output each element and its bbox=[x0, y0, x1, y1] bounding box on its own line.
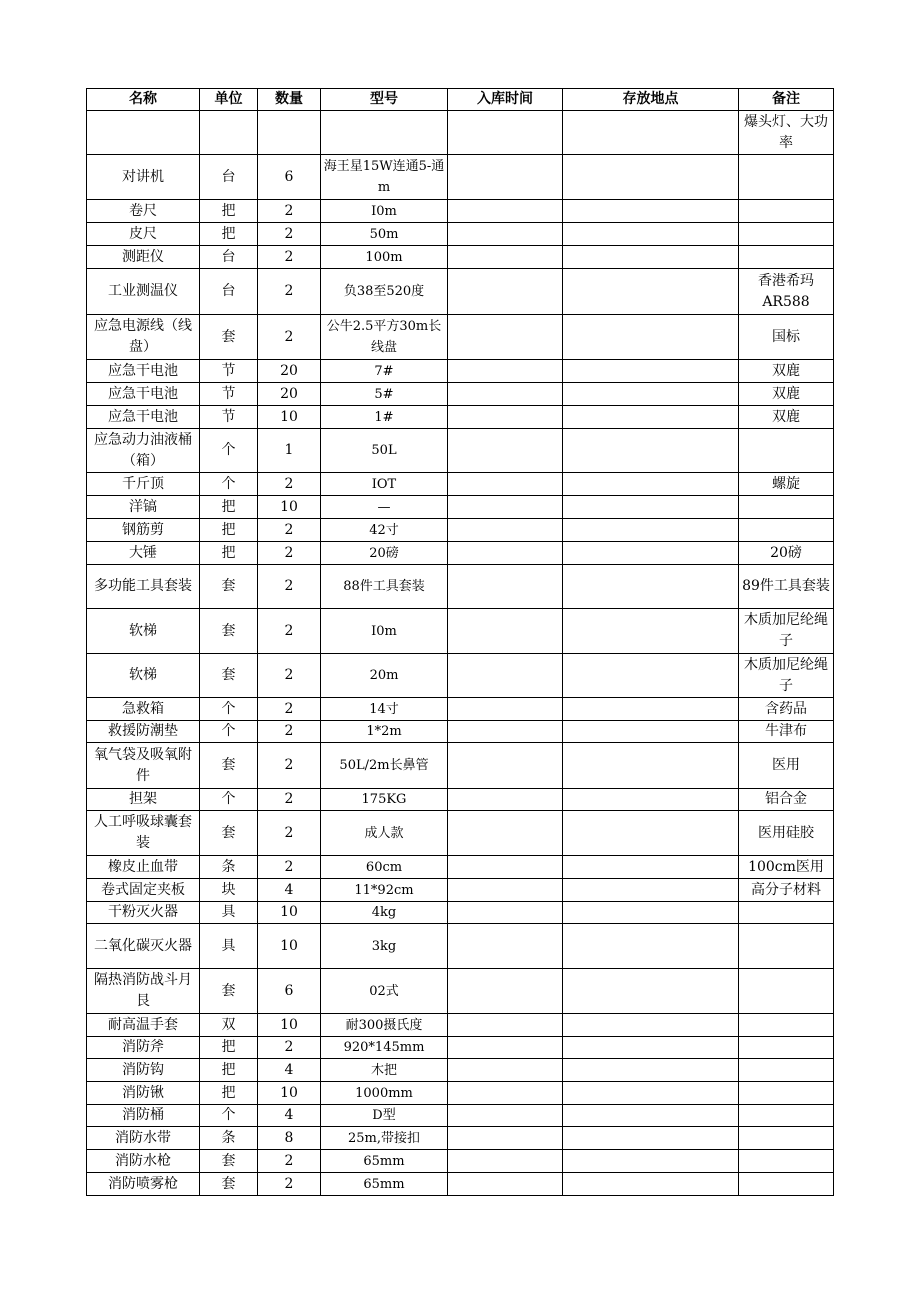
cell-model: 175KG bbox=[321, 789, 448, 811]
cell-model: 海王星15W连通5-通m bbox=[321, 155, 448, 200]
cell-quantity: 2 bbox=[258, 473, 321, 496]
cell-quantity: 2 bbox=[258, 223, 321, 246]
cell-name: 干粉灭火器 bbox=[87, 902, 200, 924]
cell-name: 急救箱 bbox=[87, 698, 200, 721]
cell-storage-location bbox=[563, 315, 739, 360]
cell-quantity: 2 bbox=[258, 1150, 321, 1173]
cell-stock-in-time bbox=[448, 360, 563, 383]
table-row bbox=[87, 155, 834, 200]
cell-remarks bbox=[739, 969, 834, 1014]
cell-storage-location bbox=[563, 1082, 739, 1105]
cell-storage-location bbox=[563, 609, 739, 654]
cell-storage-location bbox=[563, 789, 739, 811]
cell-storage-location bbox=[563, 1150, 739, 1173]
cell-quantity: 2 bbox=[258, 789, 321, 811]
cell-quantity: 20 bbox=[258, 360, 321, 383]
cell-stock-in-time bbox=[448, 879, 563, 902]
cell-storage-location bbox=[563, 223, 739, 246]
cell-model: 成人款 bbox=[321, 811, 448, 856]
table-row bbox=[87, 879, 834, 902]
cell-model: 42寸 bbox=[321, 519, 448, 542]
cell-unit: 台 bbox=[200, 269, 258, 315]
cell-stock-in-time bbox=[448, 654, 563, 698]
cell-unit: 把 bbox=[200, 1059, 258, 1082]
cell-name: 应急干电池 bbox=[87, 360, 200, 383]
cell-remarks: 双鹿 bbox=[739, 406, 834, 429]
cell-stock-in-time bbox=[448, 721, 563, 743]
cell-stock-in-time bbox=[448, 383, 563, 406]
table-row bbox=[87, 473, 834, 496]
cell-model: 65mm bbox=[321, 1173, 448, 1196]
cell-model: 4kg bbox=[321, 902, 448, 924]
cell-model: 耐300摄氏度 bbox=[321, 1014, 448, 1037]
cell-name: 应急干电池 bbox=[87, 406, 200, 429]
cell-model: 14寸 bbox=[321, 698, 448, 721]
table-row bbox=[87, 429, 834, 473]
cell-storage-location bbox=[563, 856, 739, 879]
cell-remarks bbox=[739, 1082, 834, 1105]
cell-model: IOT bbox=[321, 473, 448, 496]
cell-remarks: 爆头灯、大功率 bbox=[739, 111, 834, 155]
cell-unit: 把 bbox=[200, 1037, 258, 1059]
cell-stock-in-time bbox=[448, 269, 563, 315]
cell-stock-in-time bbox=[448, 246, 563, 269]
cell-remarks: 香港希玛AR588 bbox=[739, 269, 834, 315]
cell-storage-location bbox=[563, 406, 739, 429]
cell-storage-location bbox=[563, 111, 739, 155]
cell-quantity: 10 bbox=[258, 1014, 321, 1037]
cell-unit: 个 bbox=[200, 698, 258, 721]
cell-model: I0m bbox=[321, 200, 448, 223]
cell-stock-in-time bbox=[448, 969, 563, 1014]
cell-remarks bbox=[739, 519, 834, 542]
table-row bbox=[87, 721, 834, 743]
cell-stock-in-time bbox=[448, 1059, 563, 1082]
cell-unit: 把 bbox=[200, 1082, 258, 1105]
col-header-name: 名称 bbox=[87, 89, 200, 111]
cell-model: 20m bbox=[321, 654, 448, 698]
cell-remarks: 双鹿 bbox=[739, 360, 834, 383]
table-row bbox=[87, 406, 834, 429]
table-row bbox=[87, 811, 834, 856]
cell-remarks bbox=[739, 246, 834, 269]
cell-remarks: 含药品 bbox=[739, 698, 834, 721]
cell-remarks: 双鹿 bbox=[739, 383, 834, 406]
cell-model: I0m bbox=[321, 609, 448, 654]
cell-stock-in-time bbox=[448, 1173, 563, 1196]
cell-name: 千斤顶 bbox=[87, 473, 200, 496]
cell-unit: 套 bbox=[200, 1150, 258, 1173]
cell-storage-location bbox=[563, 519, 739, 542]
cell-stock-in-time bbox=[448, 200, 563, 223]
cell-unit: 个 bbox=[200, 721, 258, 743]
cell-remarks bbox=[739, 223, 834, 246]
cell-stock-in-time bbox=[448, 1150, 563, 1173]
cell-unit: 具 bbox=[200, 924, 258, 969]
cell-name: 氧气袋及吸氧附件 bbox=[87, 743, 200, 789]
cell-quantity: 1 bbox=[258, 429, 321, 473]
cell-quantity: 2 bbox=[258, 811, 321, 856]
cell-storage-location bbox=[563, 924, 739, 969]
table-row bbox=[87, 1173, 834, 1196]
col-header-remarks: 备注 bbox=[739, 89, 834, 111]
cell-model: 100m bbox=[321, 246, 448, 269]
table-row bbox=[87, 111, 834, 155]
cell-stock-in-time bbox=[448, 698, 563, 721]
cell-quantity: 6 bbox=[258, 969, 321, 1014]
cell-model: 1# bbox=[321, 406, 448, 429]
cell-quantity: 2 bbox=[258, 609, 321, 654]
cell-unit: 套 bbox=[200, 315, 258, 360]
cell-model: 60cm bbox=[321, 856, 448, 879]
cell-stock-in-time bbox=[448, 1082, 563, 1105]
cell-quantity: 2 bbox=[258, 1037, 321, 1059]
cell-model: 50L/2m长鼻管 bbox=[321, 743, 448, 789]
cell-remarks: 铝合金 bbox=[739, 789, 834, 811]
cell-name: 卷式固定夹板 bbox=[87, 879, 200, 902]
cell-quantity: 4 bbox=[258, 1059, 321, 1082]
cell-remarks bbox=[739, 1059, 834, 1082]
cell-name: 应急干电池 bbox=[87, 383, 200, 406]
cell-storage-location bbox=[563, 1173, 739, 1196]
cell-stock-in-time bbox=[448, 542, 563, 565]
cell-name: 洋镐 bbox=[87, 496, 200, 519]
cell-name: 软梯 bbox=[87, 654, 200, 698]
cell-quantity: 2 bbox=[258, 721, 321, 743]
cell-stock-in-time bbox=[448, 155, 563, 200]
table-row bbox=[87, 246, 834, 269]
table-row bbox=[87, 200, 834, 223]
cell-model: 25m,带接扣 bbox=[321, 1127, 448, 1150]
table-row bbox=[87, 542, 834, 565]
cell-stock-in-time bbox=[448, 223, 563, 246]
cell-name: 多功能工具套装 bbox=[87, 565, 200, 609]
cell-stock-in-time bbox=[448, 315, 563, 360]
cell-unit: 个 bbox=[200, 789, 258, 811]
cell-remarks bbox=[739, 1105, 834, 1127]
cell-unit: 条 bbox=[200, 856, 258, 879]
cell-storage-location bbox=[563, 743, 739, 789]
cell-storage-location bbox=[563, 879, 739, 902]
cell-remarks: 医用硅胶 bbox=[739, 811, 834, 856]
cell-storage-location bbox=[563, 200, 739, 223]
cell-stock-in-time bbox=[448, 1105, 563, 1127]
cell-name: 应急动力油液桶（箱） bbox=[87, 429, 200, 473]
cell-stock-in-time bbox=[448, 406, 563, 429]
cell-stock-in-time bbox=[448, 1127, 563, 1150]
cell-model: 11*92cm bbox=[321, 879, 448, 902]
cell-unit: 把 bbox=[200, 496, 258, 519]
cell-storage-location bbox=[563, 721, 739, 743]
cell-stock-in-time bbox=[448, 429, 563, 473]
cell-name: 软梯 bbox=[87, 609, 200, 654]
cell-quantity: 2 bbox=[258, 565, 321, 609]
table-row bbox=[87, 654, 834, 698]
cell-storage-location bbox=[563, 565, 739, 609]
table-row bbox=[87, 383, 834, 406]
cell-model: 负38至520度 bbox=[321, 269, 448, 315]
cell-quantity: 2 bbox=[258, 246, 321, 269]
col-header-quantity: 数量 bbox=[258, 89, 321, 111]
cell-unit: 把 bbox=[200, 223, 258, 246]
cell-unit: 个 bbox=[200, 1105, 258, 1127]
table-row bbox=[87, 698, 834, 721]
col-header-stock-in-time: 入库时间 bbox=[448, 89, 563, 111]
cell-model: 1*2m bbox=[321, 721, 448, 743]
cell-name: 二氧化碳灭火器 bbox=[87, 924, 200, 969]
cell-name: 耐高温手套 bbox=[87, 1014, 200, 1037]
cell-stock-in-time bbox=[448, 902, 563, 924]
cell-model: 02式 bbox=[321, 969, 448, 1014]
table-row bbox=[87, 360, 834, 383]
cell-name: 隔热消防战斗月艮 bbox=[87, 969, 200, 1014]
cell-remarks: 牛津布 bbox=[739, 721, 834, 743]
table-row bbox=[87, 924, 834, 969]
cell-stock-in-time bbox=[448, 609, 563, 654]
cell-remarks bbox=[739, 1127, 834, 1150]
cell-stock-in-time bbox=[448, 519, 563, 542]
table-row bbox=[87, 1037, 834, 1059]
cell-storage-location bbox=[563, 429, 739, 473]
cell-stock-in-time bbox=[448, 811, 563, 856]
cell-unit: 套 bbox=[200, 811, 258, 856]
cell-storage-location bbox=[563, 1014, 739, 1037]
cell-remarks: 木质加尼纶绳子 bbox=[739, 609, 834, 654]
cell-storage-location bbox=[563, 1037, 739, 1059]
cell-remarks: 高分子材料 bbox=[739, 879, 834, 902]
cell-stock-in-time bbox=[448, 743, 563, 789]
cell-stock-in-time bbox=[448, 111, 563, 155]
cell-unit: 台 bbox=[200, 246, 258, 269]
cell-remarks bbox=[739, 1014, 834, 1037]
cell-remarks: 100cm医用 bbox=[739, 856, 834, 879]
cell-quantity: 4 bbox=[258, 879, 321, 902]
cell-stock-in-time bbox=[448, 473, 563, 496]
cell-unit: 双 bbox=[200, 1014, 258, 1037]
cell-storage-location bbox=[563, 269, 739, 315]
table-row bbox=[87, 269, 834, 315]
cell-storage-location bbox=[563, 811, 739, 856]
cell-storage-location bbox=[563, 1059, 739, 1082]
cell-unit: 套 bbox=[200, 743, 258, 789]
cell-storage-location bbox=[563, 496, 739, 519]
cell-quantity: 4 bbox=[258, 1105, 321, 1127]
cell-remarks bbox=[739, 155, 834, 200]
cell-storage-location bbox=[563, 1105, 739, 1127]
cell-quantity: 10 bbox=[258, 1082, 321, 1105]
cell-quantity: 2 bbox=[258, 542, 321, 565]
cell-quantity: 2 bbox=[258, 519, 321, 542]
cell-quantity: 2 bbox=[258, 698, 321, 721]
cell-quantity: 2 bbox=[258, 1173, 321, 1196]
cell-model: — bbox=[321, 496, 448, 519]
cell-unit: 节 bbox=[200, 360, 258, 383]
cell-storage-location bbox=[563, 360, 739, 383]
cell-remarks bbox=[739, 200, 834, 223]
cell-quantity: 2 bbox=[258, 315, 321, 360]
cell-model: 50L bbox=[321, 429, 448, 473]
cell-storage-location bbox=[563, 698, 739, 721]
cell-quantity: 20 bbox=[258, 383, 321, 406]
table-row bbox=[87, 496, 834, 519]
equipment-inventory-table bbox=[86, 88, 834, 1196]
cell-name: 人工呼吸球囊套装 bbox=[87, 811, 200, 856]
cell-storage-location bbox=[563, 473, 739, 496]
cell-name: 钢筋剪 bbox=[87, 519, 200, 542]
table-row bbox=[87, 1105, 834, 1127]
cell-quantity: 10 bbox=[258, 406, 321, 429]
cell-model: 920*145mm bbox=[321, 1037, 448, 1059]
cell-remarks bbox=[739, 496, 834, 519]
cell-remarks: 国标 bbox=[739, 315, 834, 360]
table-row bbox=[87, 223, 834, 246]
cell-stock-in-time bbox=[448, 1014, 563, 1037]
table-body bbox=[87, 111, 834, 1196]
cell-stock-in-time bbox=[448, 924, 563, 969]
table-row bbox=[87, 743, 834, 789]
cell-name bbox=[87, 111, 200, 155]
table-row bbox=[87, 902, 834, 924]
col-header-storage-location: 存放地点 bbox=[563, 89, 739, 111]
cell-unit: 节 bbox=[200, 406, 258, 429]
cell-model: D型 bbox=[321, 1105, 448, 1127]
cell-remarks: 螺旋 bbox=[739, 473, 834, 496]
table-header-row bbox=[87, 89, 834, 111]
cell-remarks bbox=[739, 902, 834, 924]
cell-model: 65mm bbox=[321, 1150, 448, 1173]
cell-unit: 套 bbox=[200, 609, 258, 654]
cell-remarks bbox=[739, 924, 834, 969]
cell-remarks: 20磅 bbox=[739, 542, 834, 565]
cell-stock-in-time bbox=[448, 496, 563, 519]
cell-quantity: 6 bbox=[258, 155, 321, 200]
cell-name: 消防水枪 bbox=[87, 1150, 200, 1173]
cell-unit: 套 bbox=[200, 654, 258, 698]
cell-unit: 套 bbox=[200, 565, 258, 609]
cell-storage-location bbox=[563, 969, 739, 1014]
col-header-model: 型号 bbox=[321, 89, 448, 111]
cell-quantity: 10 bbox=[258, 496, 321, 519]
cell-stock-in-time bbox=[448, 856, 563, 879]
cell-model: 20磅 bbox=[321, 542, 448, 565]
table-row bbox=[87, 315, 834, 360]
cell-storage-location bbox=[563, 902, 739, 924]
cell-name: 对讲机 bbox=[87, 155, 200, 200]
table-row bbox=[87, 519, 834, 542]
cell-name: 测距仪 bbox=[87, 246, 200, 269]
cell-quantity: 10 bbox=[258, 902, 321, 924]
cell-remarks bbox=[739, 1037, 834, 1059]
cell-unit: 台 bbox=[200, 155, 258, 200]
table-row bbox=[87, 1082, 834, 1105]
cell-quantity: 2 bbox=[258, 269, 321, 315]
cell-unit: 把 bbox=[200, 542, 258, 565]
cell-model: 木把 bbox=[321, 1059, 448, 1082]
cell-remarks bbox=[739, 429, 834, 473]
cell-model: 88件工具套装 bbox=[321, 565, 448, 609]
cell-name: 消防钩 bbox=[87, 1059, 200, 1082]
cell-model: 公牛2.5平方30m长线盘 bbox=[321, 315, 448, 360]
cell-name: 皮尺 bbox=[87, 223, 200, 246]
table-row bbox=[87, 609, 834, 654]
col-header-unit: 单位 bbox=[200, 89, 258, 111]
cell-quantity: 10 bbox=[258, 924, 321, 969]
cell-quantity: 2 bbox=[258, 856, 321, 879]
cell-stock-in-time bbox=[448, 565, 563, 609]
cell-name: 救援防潮垫 bbox=[87, 721, 200, 743]
cell-model: 7# bbox=[321, 360, 448, 383]
table-row bbox=[87, 856, 834, 879]
table-row bbox=[87, 1150, 834, 1173]
table-row bbox=[87, 1127, 834, 1150]
table-row bbox=[87, 1059, 834, 1082]
cell-model: 5# bbox=[321, 383, 448, 406]
cell-name: 消防喷雾枪 bbox=[87, 1173, 200, 1196]
cell-name: 应急电源线（线盘） bbox=[87, 315, 200, 360]
cell-unit: 具 bbox=[200, 902, 258, 924]
cell-name: 大锤 bbox=[87, 542, 200, 565]
cell-name: 橡皮止血带 bbox=[87, 856, 200, 879]
cell-unit: 节 bbox=[200, 383, 258, 406]
cell-quantity: 2 bbox=[258, 654, 321, 698]
table-row bbox=[87, 1014, 834, 1037]
cell-quantity bbox=[258, 111, 321, 155]
cell-unit: 条 bbox=[200, 1127, 258, 1150]
table-row bbox=[87, 969, 834, 1014]
cell-storage-location bbox=[563, 654, 739, 698]
cell-storage-location bbox=[563, 155, 739, 200]
cell-stock-in-time bbox=[448, 1037, 563, 1059]
cell-name: 消防桶 bbox=[87, 1105, 200, 1127]
cell-storage-location bbox=[563, 542, 739, 565]
cell-remarks: 89件工具套装 bbox=[739, 565, 834, 609]
cell-unit bbox=[200, 111, 258, 155]
cell-remarks bbox=[739, 1173, 834, 1196]
cell-name: 消防锹 bbox=[87, 1082, 200, 1105]
cell-unit: 块 bbox=[200, 879, 258, 902]
cell-remarks: 木质加尼纶绳子 bbox=[739, 654, 834, 698]
cell-remarks: 医用 bbox=[739, 743, 834, 789]
cell-storage-location bbox=[563, 383, 739, 406]
cell-unit: 把 bbox=[200, 519, 258, 542]
cell-name: 消防斧 bbox=[87, 1037, 200, 1059]
table-row bbox=[87, 789, 834, 811]
cell-storage-location bbox=[563, 1127, 739, 1150]
cell-remarks bbox=[739, 1150, 834, 1173]
cell-quantity: 8 bbox=[258, 1127, 321, 1150]
cell-name: 消防水带 bbox=[87, 1127, 200, 1150]
cell-unit: 个 bbox=[200, 429, 258, 473]
cell-model: 1000mm bbox=[321, 1082, 448, 1105]
cell-name: 工业测温仪 bbox=[87, 269, 200, 315]
cell-unit: 套 bbox=[200, 1173, 258, 1196]
cell-model: 3kg bbox=[321, 924, 448, 969]
cell-name: 担架 bbox=[87, 789, 200, 811]
cell-unit: 套 bbox=[200, 969, 258, 1014]
cell-quantity: 2 bbox=[258, 200, 321, 223]
cell-quantity: 2 bbox=[258, 743, 321, 789]
cell-stock-in-time bbox=[448, 789, 563, 811]
cell-storage-location bbox=[563, 246, 739, 269]
cell-unit: 把 bbox=[200, 200, 258, 223]
cell-model bbox=[321, 111, 448, 155]
cell-model: 50m bbox=[321, 223, 448, 246]
cell-name: 卷尺 bbox=[87, 200, 200, 223]
cell-unit: 个 bbox=[200, 473, 258, 496]
table-row bbox=[87, 565, 834, 609]
